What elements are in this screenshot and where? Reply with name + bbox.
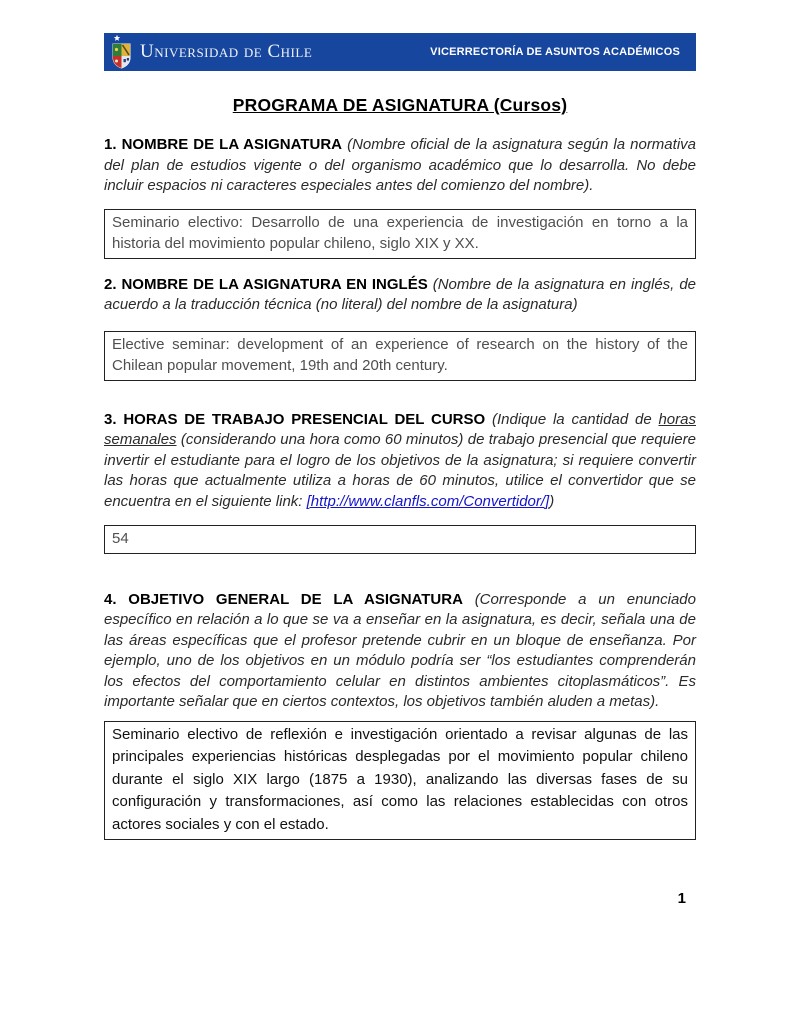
convertidor-link[interactable]: [http://www.clanfls.com/Convertidor/] — [306, 492, 550, 510]
section-1-answer-text: Seminario electivo: Desarrollo de una experiencia de investigación en torno a la historia del movimiento popular chileno, siglo XIX y XX. — [112, 213, 688, 252]
section-1-number-title: 1. NOMBRE DE LA ASIGNATURA — [104, 136, 343, 153]
section-3-underlined-text: horas semanales — [104, 410, 696, 448]
section-4-description: (Corresponde a un enunciado específico en relación a lo que se va a enseñar en la asignatura, es decir, señala una de las áreas específicas que el profesor pretende cubrir en un bloque de enseñanza. Por ejemplo, uno de los objetivos en un módulo podría ser “los estudiantes comprenderán los efectos del comportamiento celular en distintos ambientes citoplasmáticos”. Es importante señalar que en ciertos contextos, los objetivos también aluden a metas). — [104, 590, 696, 710]
section-1-answer-box — [104, 209, 696, 259]
section-3-description-part2: (considerando una hora como 60 minutos) de trabajo presencial que requiere invertir el estudiante para el logro de los objetivos de la asignatura; si requiere convertir las horas que actualmente utiliza a horas de 60 minutos, utilice el convertidor que se encuentra en el siguiente link: — [104, 431, 696, 510]
university-logo-icon — [111, 34, 132, 70]
section-3-heading — [104, 410, 696, 513]
section-3-answer-text: 54 — [112, 530, 129, 547]
section-2-heading — [104, 275, 696, 316]
vicerrectoria-label: VICERRECTORÍA DE ASUNTOS ACADÉMICOS — [430, 46, 680, 58]
section-1-description: (Nombre oficial de la asignatura según la normativa del plan de estudios vigente o del organismo académico que lo desarrolla. No debe incluir espacios ni caracteres especiales antes del comienzo del nombre). — [104, 136, 696, 194]
university-brand — [111, 34, 312, 70]
university-name: Universidad de Chile — [140, 40, 313, 62]
section-2-number-title: 2. NOMBRE DE LA ASIGNATURA EN INGLÉS — [104, 275, 428, 293]
page-title: PROGRAMA DE ASIGNATURA (Cursos) — [232, 95, 568, 115]
section-4-number-title: 4. OBJETIVO GENERAL DE LA ASIGNATURA — [104, 590, 463, 608]
section-2-answer-box — [104, 331, 696, 381]
section-3-number-title: 3. HORAS DE TRABAJO PRESENCIAL DEL CURSO — [104, 410, 486, 428]
section-2-answer-text: Elective seminar: development of an experience of research on the history of the Chilean popular movement, 19th and 20th century. — [112, 335, 688, 374]
header-banner — [104, 33, 696, 71]
section-4-heading — [104, 590, 696, 713]
section-4-answer-text: Seminario electivo de reflexión e investigación orientado a revisar algunas de las principales experiencias históricas desplegadas por el movimiento popular chileno durante el siglo XIX largo (1875 a 1930), analizando las diversas fases de su configuración y transformaciones, así como las relaciones establecidas con otros actores sociales y con el estado. — [112, 725, 688, 833]
section-3-description-part3: ) — [549, 492, 555, 510]
section-2-description: (Nombre de la asignatura en inglés, de acuerdo a la traducción técnica (no literal) del nombre de la asignatura) — [104, 275, 696, 313]
section-3-answer-box — [104, 525, 696, 554]
section-1-heading — [104, 135, 696, 197]
section-3-description-part1: (Indique la cantidad de — [491, 410, 659, 428]
section-4-answer-box — [104, 721, 696, 841]
page-number: 1 — [677, 890, 686, 907]
